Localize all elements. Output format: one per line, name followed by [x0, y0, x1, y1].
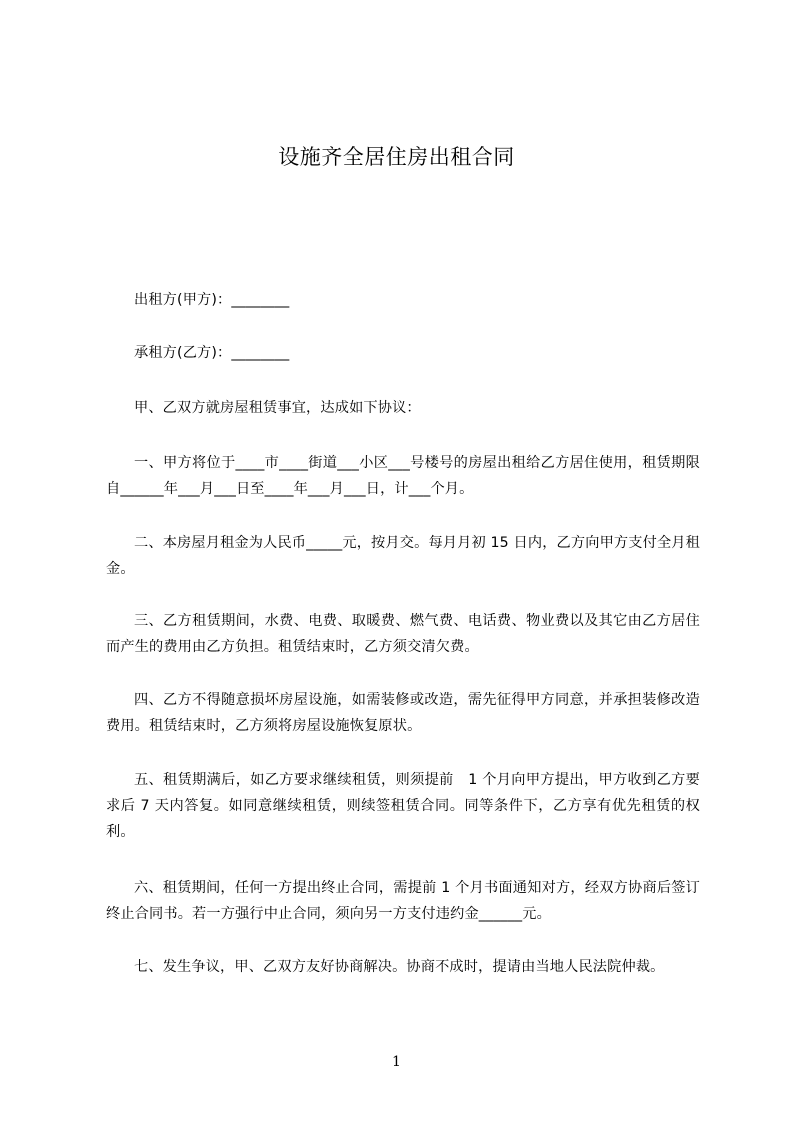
- lessor-line: 出租方(甲方)：________: [134, 292, 290, 308]
- clause-4: 四、乙方不得随意损坏房屋设施，如需装修或改造，需先征得甲方同意，并承担装修改造费用。租赁结束时，乙方须将房屋设施恢复原状。: [106, 692, 700, 734]
- clause-5: 五、租赁期满后，如乙方要求继续租赁，则须提前 1 个月向甲方提出，甲方收到乙方要求后 7 天内答复。如同意继续租赁，则续签租赁合同。同等条件下，乙方享有优先租赁的权利。: [106, 772, 700, 840]
- clause-2: 二、本房屋月租金为人民币_____元，按月交。每月月初 15 日内，乙方向甲方支付全月租金。: [106, 535, 700, 577]
- document-title: 设施齐全居住房出租合同: [278, 145, 515, 169]
- clause-6: 六、租赁期间，任何一方提出终止合同，需提前 1 个月书面通知对方，经双方协商后签订终止合同书。若一方强行中止合同，须向另一方支付违约金______元。: [106, 880, 700, 922]
- lessee-line: 承租方(乙方)：________: [134, 345, 290, 361]
- agreement-intro: 甲、乙双方就房屋租赁事宜，达成如下协议：: [134, 400, 421, 416]
- clause-3: 三、乙方租赁期间，水费、电费、取暖费、燃气费、电话费、物业费以及其它由乙方居住而产生的费用由乙方负担。租赁结束时，乙方须交清欠费。: [106, 613, 700, 655]
- page-number: 1: [392, 1054, 401, 1070]
- clause-1: 一、甲方将位于____市____街道___小区___号楼号的房屋出租给乙方居住使用，租赁期限自______年___月___日至____年___月___日，计___个月。: [106, 455, 700, 497]
- clause-7: 七、发生争议，甲、乙双方友好协商解决。协商不成时，提请由当地人民法院仲裁。: [134, 959, 665, 975]
